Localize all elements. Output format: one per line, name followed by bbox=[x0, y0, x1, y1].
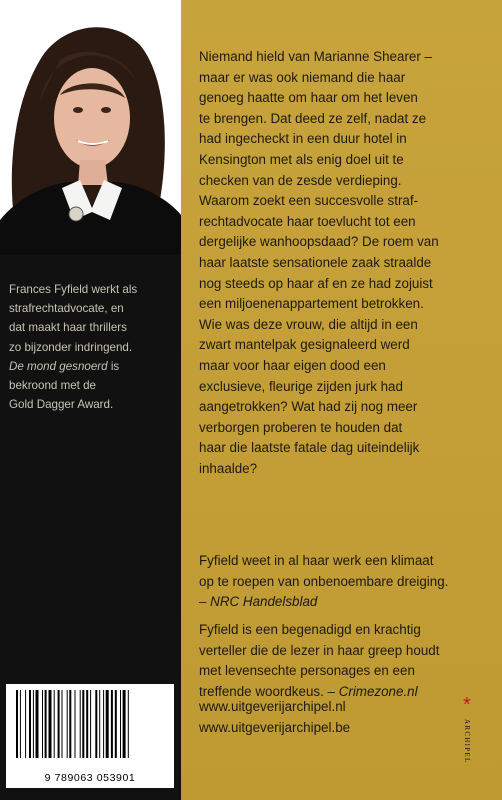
blurb-line: verborgen proberen te houden dat bbox=[199, 419, 403, 435]
blurb-line: checken van de zesde verdieping. bbox=[199, 172, 402, 188]
bio-line: bekroond met de bbox=[9, 379, 97, 393]
blurb-line: haar die laatste fatale dag uiteindelijk bbox=[199, 440, 420, 456]
website-link-be[interactable]: www.uitgeverijarchipel.be bbox=[199, 719, 351, 735]
publisher-websites bbox=[199, 694, 489, 738]
bio-text: is bbox=[107, 359, 120, 373]
blurb-line: genoeg haatte om haar om het leven bbox=[199, 90, 418, 106]
quote-nrc bbox=[199, 551, 489, 613]
blurb-line: dergelijke wanhoopsdaad? De roem van bbox=[199, 234, 439, 250]
blurb-line: zwart mantelpak gesignaleerd werd bbox=[199, 337, 410, 353]
quote-line: verteller die de lezer in haar greep houdt bbox=[199, 642, 440, 658]
blurb-line: maar voor haar eigen dood een bbox=[199, 357, 386, 373]
blurb-line: had ingecheckt in een duur hotel in bbox=[199, 131, 407, 147]
barcode bbox=[6, 684, 174, 788]
quote-source: Crimezone.nl bbox=[338, 683, 418, 699]
publisher-logo bbox=[457, 695, 485, 775]
author-bio bbox=[9, 280, 177, 414]
right-gold-panel bbox=[181, 0, 502, 800]
blurb-line: maar er was ook niemand die haar bbox=[199, 69, 406, 85]
blurb-line: rechtadvocate haar toevlucht tot een bbox=[199, 213, 416, 229]
blurb-line: Kensington met als enig doel uit te bbox=[199, 151, 404, 167]
quote-line: Fyfield is een begenadigd en krachtig bbox=[199, 622, 421, 637]
blurb-line: Wie was deze vrouw, die altijd in een bbox=[199, 316, 418, 332]
bio-line: strafrechtadvocate, en bbox=[9, 302, 124, 316]
quote-crimezone bbox=[199, 620, 489, 702]
quote-source: – NRC Handelsblad bbox=[199, 594, 318, 610]
blurb-line: te brengen. Dat deed ze zelf, nadat ze bbox=[199, 110, 427, 126]
blurb-line: een miljoenenappartement betrokken. bbox=[199, 296, 424, 312]
star-icon: * bbox=[463, 694, 471, 716]
bio-line: Gold Dagger Award. bbox=[9, 398, 114, 412]
blurb-line: exclusieve, fleurige zijden jurk had bbox=[199, 378, 403, 394]
left-dark-panel bbox=[0, 0, 181, 800]
blurb-text bbox=[199, 47, 489, 479]
blurb-line: haar laatste sensationele zaak straalde bbox=[199, 254, 432, 270]
bio-line: Frances Fyfield werkt als bbox=[9, 283, 138, 296]
book-title: De mond gesnoerd bbox=[9, 359, 108, 373]
bio-line: dat maakt haar thrillers bbox=[9, 321, 127, 335]
blurb-line: Niemand hield van Marianne Shearer – bbox=[199, 49, 432, 64]
quote-line: op te roepen van onbenoembare dreiging. bbox=[199, 573, 449, 589]
isbn-number: 9 789063 053901 bbox=[44, 772, 136, 784]
barcode-bars bbox=[14, 690, 166, 758]
blurb-line: Waarom zoekt een succesvolle straf- bbox=[199, 193, 419, 209]
quote-text: treffende woordkeus. – bbox=[199, 683, 339, 699]
blurb-line: inhaalde? bbox=[199, 460, 258, 476]
bio-line bbox=[9, 357, 177, 376]
website-link-nl[interactable]: www.uitgeverijarchipel.nl bbox=[199, 699, 346, 714]
author-photo bbox=[0, 0, 181, 255]
quote-line: Fyfield weet in al haar werk een klimaat bbox=[199, 553, 434, 568]
quote-line: met levensechte personages en een bbox=[199, 663, 415, 679]
publisher-name: ARCHIPEL bbox=[463, 719, 471, 764]
blurb-line: aangetrokken? Wat had zij nog meer bbox=[199, 399, 418, 415]
blurb-line: nog steeds op haar af en ze had zojuist bbox=[199, 275, 433, 291]
bio-line: zo bijzonder indringend. bbox=[9, 340, 133, 354]
